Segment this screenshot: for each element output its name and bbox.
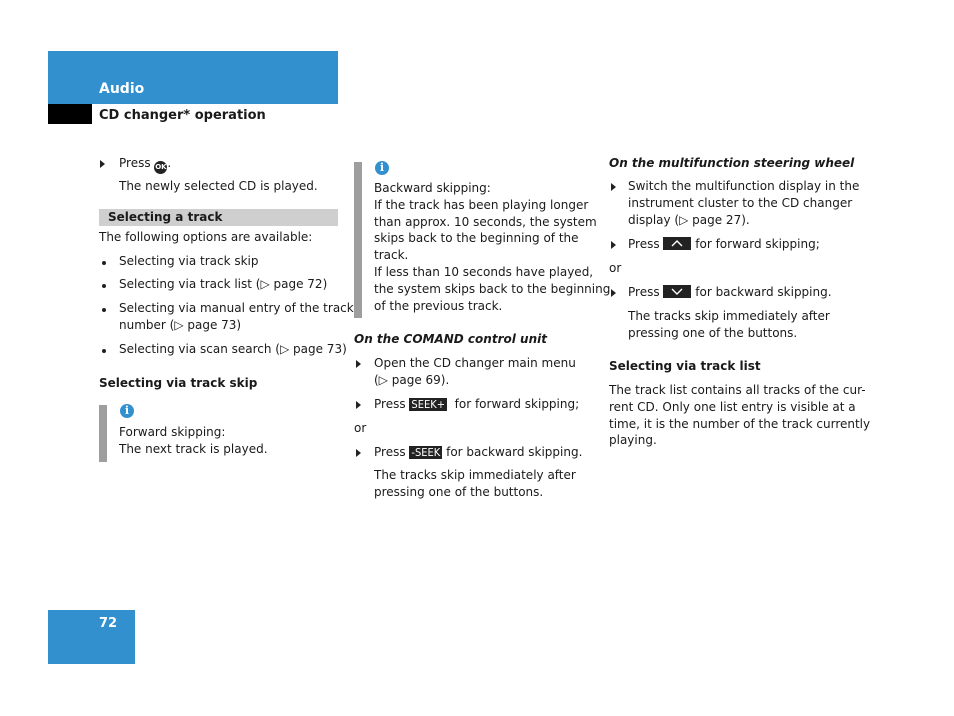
track-list-text: The track list contains all tracks of the cur- bbox=[609, 383, 866, 397]
info-backward-line: Backward skipping: bbox=[374, 181, 491, 195]
info-bar bbox=[99, 405, 107, 462]
wheel-backward-step bbox=[628, 284, 832, 301]
track-list-text: playing. bbox=[609, 433, 657, 447]
info-forward-title: Forward skipping: bbox=[119, 425, 226, 439]
track-list-heading: Selecting via track list bbox=[609, 359, 761, 373]
info-backward-line: track. bbox=[374, 248, 409, 262]
bullet bbox=[102, 308, 106, 312]
switch-display-step-cont: display (▷ page 27). bbox=[628, 213, 750, 227]
switch-display-step-cont: instrument cluster to the CD changer bbox=[628, 196, 853, 210]
result-text: The tracks skip immediately after bbox=[374, 468, 576, 482]
press-label: Press bbox=[374, 397, 406, 411]
bullet bbox=[102, 284, 106, 288]
backward-text: for backward skipping. bbox=[695, 285, 832, 299]
page-number-box bbox=[48, 610, 135, 664]
backward-text: for backward skipping. bbox=[446, 445, 583, 459]
options-intro: The following options are available: bbox=[99, 230, 313, 244]
option-track-list: Selecting via track list (▷ page 72) bbox=[119, 277, 328, 291]
comand-heading: On the COMAND control unit bbox=[354, 332, 547, 346]
info-icon: i bbox=[120, 404, 134, 418]
page-number: 72 bbox=[99, 616, 118, 631]
section-tab-marker bbox=[48, 104, 92, 124]
info-backward-line: the system skips back to the beginning bbox=[374, 282, 611, 296]
bullet bbox=[102, 349, 106, 353]
step-arrow-icon bbox=[356, 449, 361, 457]
open-menu-step: Open the CD changer main menu bbox=[374, 356, 576, 370]
bullet bbox=[102, 261, 106, 265]
info-backward-line: skips back to the beginning of the bbox=[374, 231, 579, 245]
info-backward-line: If the track has been playing longer bbox=[374, 198, 589, 212]
info-bar bbox=[354, 162, 362, 318]
seek-forward-key: SEEK+ bbox=[411, 398, 445, 411]
chevron-down-icon bbox=[663, 285, 691, 298]
seek-backward-step bbox=[374, 444, 582, 461]
info-backward-line: If less than 10 seconds have played, bbox=[374, 265, 594, 279]
wheel-forward-step bbox=[628, 236, 820, 253]
press-label: Press bbox=[628, 237, 660, 251]
option-scan-search: Selecting via scan search (▷ page 73) bbox=[119, 342, 347, 356]
press-ok-step bbox=[119, 155, 171, 174]
selecting-track-heading-label: Selecting a track bbox=[108, 210, 223, 224]
press-suffix: . bbox=[167, 156, 172, 170]
option-track-skip: Selecting via track skip bbox=[119, 254, 259, 268]
track-list-text: time, it is the number of the track currently bbox=[609, 417, 871, 431]
step-arrow-icon bbox=[611, 183, 616, 191]
seek-backward-key: -SEEK bbox=[411, 446, 441, 459]
result-text-cont: pressing one of the buttons. bbox=[374, 485, 544, 499]
step-arrow-icon bbox=[356, 360, 361, 368]
open-menu-step-cont: (▷ page 69). bbox=[374, 373, 450, 387]
forward-text: for forward skipping; bbox=[454, 397, 580, 411]
ok-button-icon: OK bbox=[154, 161, 167, 174]
step-arrow-icon bbox=[611, 289, 616, 297]
info-backward-line: of the previous track. bbox=[374, 299, 503, 313]
step-arrow-icon bbox=[100, 160, 105, 168]
section-title: Audio bbox=[99, 81, 145, 97]
option-manual-entry-cont: number (▷ page 73) bbox=[119, 318, 242, 332]
press-label: Press bbox=[119, 156, 151, 170]
header-bar bbox=[48, 51, 338, 104]
result-text-cont: pressing one of the buttons. bbox=[628, 326, 798, 340]
switch-display-step: Switch the multifunction display in the bbox=[628, 179, 860, 193]
option-manual-entry: Selecting via manual entry of the track bbox=[119, 301, 354, 315]
info-backward-line: than approx. 10 seconds, the system bbox=[374, 215, 597, 229]
track-skip-heading: Selecting via track skip bbox=[99, 376, 258, 390]
step-arrow-icon bbox=[356, 401, 361, 409]
result-text: The tracks skip immediately after bbox=[628, 309, 830, 323]
press-label: Press bbox=[374, 445, 406, 459]
chevron-up-icon bbox=[663, 237, 691, 250]
cd-played-result: The newly selected CD is played. bbox=[119, 179, 318, 193]
step-arrow-icon bbox=[611, 241, 616, 249]
selecting-track-heading bbox=[99, 209, 338, 226]
seek-forward-step bbox=[374, 396, 579, 413]
info-forward-text: The next track is played. bbox=[119, 442, 268, 456]
steering-heading: On the multifunction steering wheel bbox=[609, 156, 855, 170]
or-separator: or bbox=[354, 421, 367, 435]
track-list-text: rent CD. Only one list entry is visible at a bbox=[609, 400, 856, 414]
info-icon: i bbox=[375, 161, 389, 175]
forward-text: for forward skipping; bbox=[695, 237, 820, 251]
or-separator: or bbox=[609, 261, 622, 275]
press-label: Press bbox=[628, 285, 660, 299]
subsection-title: CD changer* operation bbox=[99, 108, 266, 123]
